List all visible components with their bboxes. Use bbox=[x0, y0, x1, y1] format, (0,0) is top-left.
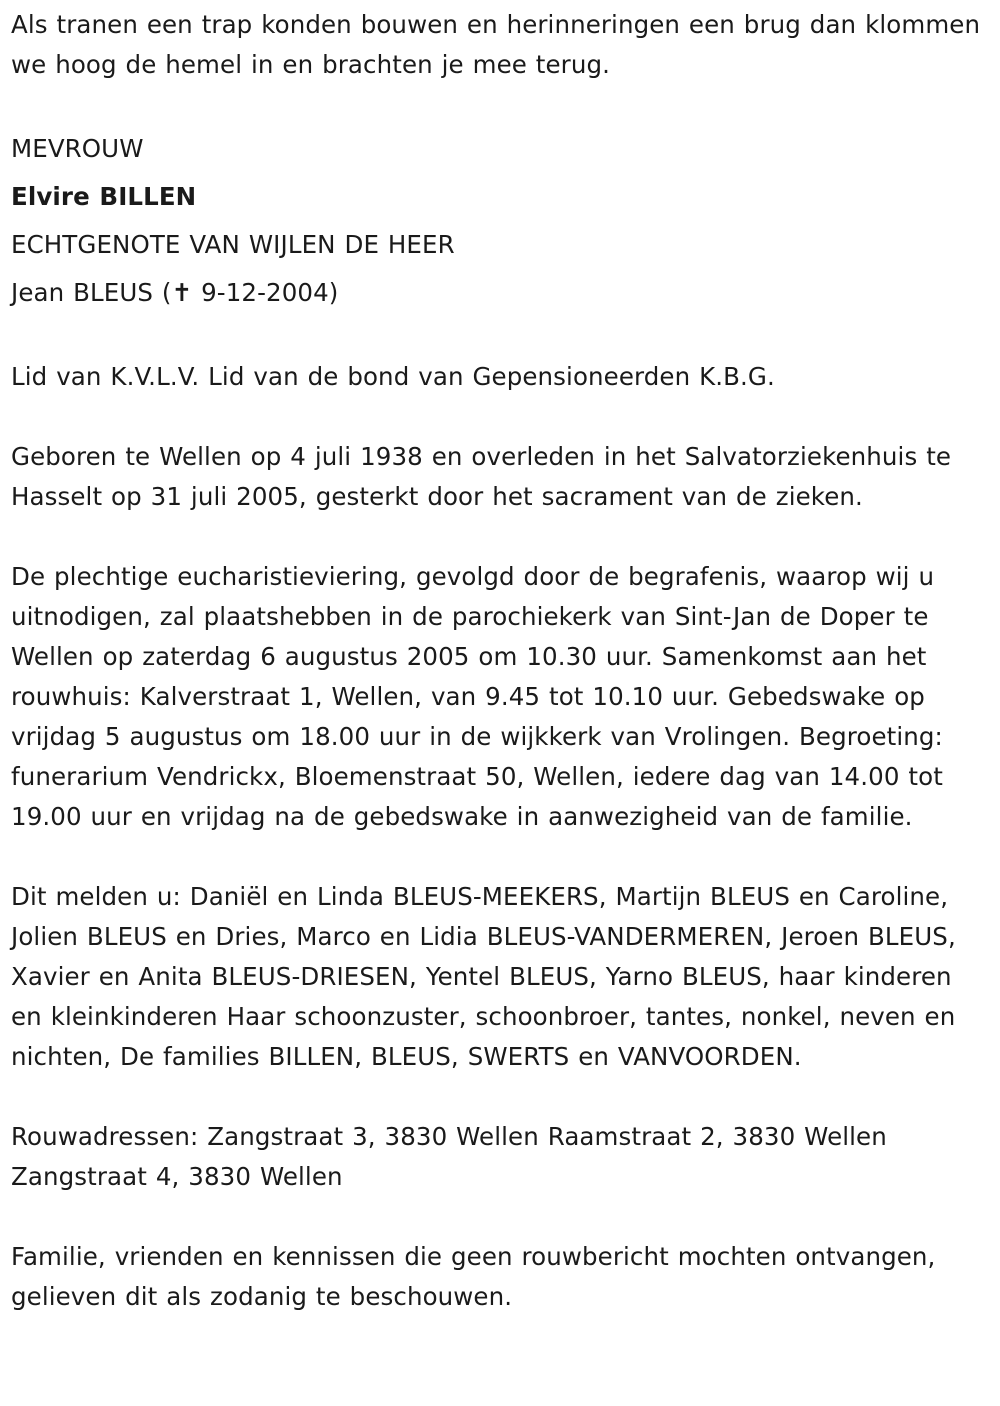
death-notice bbox=[11, 5, 986, 1317]
ceremony-paragraph: De plechtige eucharistieviering, gevolgd door de begrafenis, waarop wij u uitnodigen, zal plaatshebben in de parochiekerk van Sint-Jan de Doper te Wellen op zaterdag 6 augustus 2005 om 10.30 uur. Samenkomst aan het rouwhuis: Kalverstraat 1, Wellen, van 9.45 tot 10.10 uur. Gebedswake op vrijdag 5 augustus om 18.00 uur in de wijkkerk van Vrolingen. Begroeting: funerarium Vendrickx, Bloemenstraat 50, Wellen, iedere dag van 14.00 tot 19.00 uur en vrijdag na de gebedswake in aanwezigheid van de familie. bbox=[11, 562, 943, 831]
spouse-name: Jean BLEUS (✝ 9-12-2004) bbox=[11, 278, 339, 307]
spacer bbox=[11, 837, 986, 877]
poem-paragraph: Als tranen een trap konden bouwen en herinneringen een brug dan klommen we hoog de hemel in en brachten je mee terug. bbox=[11, 10, 981, 79]
spacer bbox=[11, 1197, 986, 1237]
spouse-line: ECHTGENOTE VAN WIJLEN DE HEER bbox=[11, 230, 455, 259]
addresses-paragraph: Rouwadressen: Zangstraat 3, 3830 Wellen Raamstraat 2, 3830 Wellen Zangstraat 4, 3830 Wellen bbox=[11, 1122, 887, 1191]
spacer bbox=[11, 517, 986, 557]
spacer bbox=[11, 1077, 986, 1117]
membership-paragraph: Lid van K.V.L.V. Lid van de bond van Gepensioneerden K.B.G. bbox=[11, 362, 775, 391]
spacer bbox=[11, 397, 986, 437]
deceased-name: Elvire BILLEN bbox=[11, 182, 197, 211]
announcers-paragraph: Dit melden u: Daniël en Linda BLEUS-MEEKERS, Martijn BLEUS en Caroline, Jolien BLEUS en Dries, Marco en Lidia BLEUS-VANDERMEREN, Jeroen BLEUS, Xavier en Anita BLEUS-DRIESEN, Yentel BLEUS, Yarno BLEUS, haar kinderen en kleinkinderen Haar schoonzuster, schoonbroer, tantes, nonkel, neven en nichten, De families BILLEN, BLEUS, SWERTS en VANVOORDEN. bbox=[11, 882, 956, 1071]
birth-death-paragraph: Geboren te Wellen op 4 juli 1938 en overleden in het Salvatorziekenhuis te Hasselt op 31 juli 2005, gesterkt door het sacrament van de zieken. bbox=[11, 442, 952, 511]
spacer bbox=[11, 317, 986, 357]
closing-paragraph: Familie, vrienden en kennissen die geen rouwbericht mochten ontvangen, gelieven dit als zodanig te beschouwen. bbox=[11, 1242, 936, 1311]
title-line: MEVROUW bbox=[11, 134, 144, 163]
spacer bbox=[11, 85, 986, 125]
